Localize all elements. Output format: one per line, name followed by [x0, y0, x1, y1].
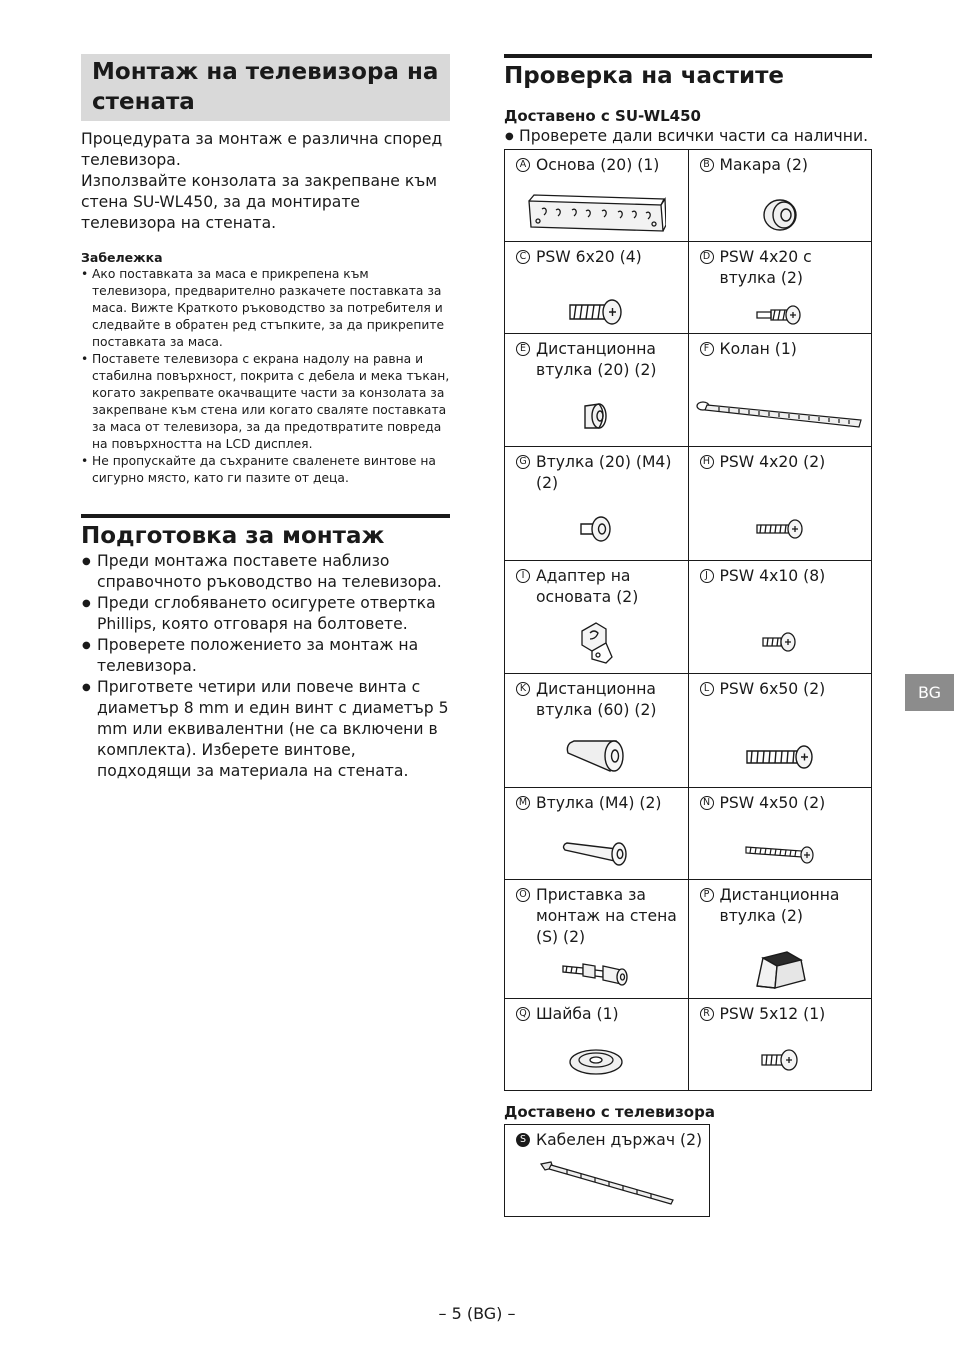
note-item: • Поставете телевизора с екрана надолу на равна и стабилна повърхност, покрита с дебела и мека тъкан, когато закрепвате окачващите части за конзолата за закрепване към стена или когато сваляте поставката за маса от телевизора, за да предотвратите повреда на повърхността на LCD дисплея. — [81, 351, 450, 453]
part-label: Кабелен държач (2) — [536, 1131, 703, 1149]
part-label: Приставка за монтаж на стена (S) (2) — [536, 886, 677, 946]
part-cell — [688, 334, 872, 447]
left-column — [81, 54, 450, 782]
part-cell — [688, 150, 872, 242]
block-spacer-icon — [689, 946, 872, 990]
part-mark: N — [700, 796, 714, 810]
supplied-title: Доставено с SU-WL450 — [504, 107, 701, 125]
part-cell — [688, 242, 872, 334]
prep-section — [81, 514, 450, 782]
note-item: • Не пропускайте да съхраните сваленете винтове на сигурно място, като ги пазите от деца. — [81, 453, 450, 487]
part-cell — [505, 447, 689, 561]
part-label: PSW 6x20 (4) — [536, 248, 642, 266]
part-cell — [688, 999, 872, 1091]
screw-icon — [689, 1048, 872, 1072]
part-cell — [688, 880, 872, 999]
part-mark: R — [700, 1007, 714, 1021]
pulley-icon — [689, 195, 872, 235]
intro-text — [81, 129, 450, 234]
part-label: PSW 6x50 (2) — [719, 680, 826, 698]
prep-list — [81, 551, 450, 782]
intro-paragraph: Процедурата за монтаж е различна според телевизора. — [81, 130, 443, 169]
intro-paragraph: Използвайте конзолата за закрепване към стена SU-WL450, за да монтирате телевизора на стената. — [81, 172, 438, 232]
part-cell — [505, 561, 689, 674]
screw-icon — [505, 297, 688, 327]
part-mark: J — [700, 569, 714, 583]
check-instruction: ● Проверете дали всички части са налични. — [504, 126, 872, 147]
part-label: Дистанционна втулка (2) — [719, 886, 840, 925]
part-cell — [688, 561, 872, 674]
prep-item: ● Преди сглобяването осигурете отвертка Phillips, която отговаря на болтовете. — [81, 593, 450, 635]
note-item: • Ако поставката за маса е прикрепена към телевизора, предварително разкачете поставката за маса. Вижте Краткото ръководство за потребителя и следвайте в обратен ред стъпките, за да прикрепите поставката за маса. — [81, 266, 450, 351]
part-cell — [688, 788, 872, 880]
part-cell — [505, 674, 689, 788]
part-mark: P — [700, 888, 714, 902]
part-label: Дистанционна втулка (20) (2) — [536, 340, 657, 379]
part-label: Основа (20) (1) — [536, 156, 660, 174]
part-label: PSW 4x20 (2) — [719, 453, 826, 471]
prep-item: ● Преди монтажа поставете наблизо справочното ръководство на телевизора. — [81, 551, 450, 593]
part-label: PSW 4x10 (8) — [719, 567, 826, 585]
tv-supplied-title: Доставено с телевизора — [504, 1103, 715, 1121]
part-cell — [505, 242, 689, 334]
part-label: Шайба (1) — [536, 1005, 619, 1023]
note-list — [81, 266, 450, 487]
parts-table — [504, 149, 872, 1091]
prep-section-title: Подготовка за монтаж — [81, 514, 450, 551]
part-cell — [688, 447, 872, 561]
right-column — [504, 54, 872, 1217]
screw-icon — [689, 631, 872, 653]
part-label: Макара (2) — [719, 156, 808, 174]
wall-mount-attachment-icon — [505, 958, 688, 988]
screw-icon — [689, 841, 872, 865]
note-title: Забележка — [81, 250, 163, 265]
part-mark: O — [516, 888, 530, 902]
long-spacer-icon — [505, 735, 688, 775]
cable-holder-icon — [505, 1160, 709, 1206]
part-mark: C — [516, 250, 530, 264]
part-mark: Q — [516, 1007, 530, 1021]
screw-icon — [689, 518, 872, 540]
part-mark: E — [516, 342, 530, 356]
part-label: Втулка (M4) (2) — [536, 794, 662, 812]
page-number: – 5 (BG) – — [438, 1304, 516, 1323]
tv-parts-table — [504, 1124, 710, 1217]
part-cell — [505, 1125, 710, 1217]
prep-item: ● Пригответе четири или повече винта с диаметър 8 mm и един винт с диаметър 5 mm или еквивалентни (не са включени в комплекта). Изберете винтове, подходящи за материала на стената. — [81, 677, 450, 782]
belt-icon — [689, 400, 872, 430]
part-label: PSW 5x12 (1) — [719, 1005, 826, 1023]
part-label: Втулка (20) (M4) (2) — [536, 453, 672, 492]
language-tab: BG — [905, 674, 954, 711]
part-cell — [505, 999, 689, 1091]
part-mark: I — [516, 569, 530, 583]
prep-item: ● Проверете положението за монтаж на телевизора. — [81, 635, 450, 677]
part-cell — [505, 334, 689, 447]
washer-icon — [505, 1046, 688, 1078]
part-mark: H — [700, 455, 714, 469]
part-mark: K — [516, 682, 530, 696]
part-cell — [505, 880, 689, 999]
part-mark: A — [516, 158, 530, 172]
part-label: PSW 4x20 с втулка (2) — [719, 248, 812, 287]
part-cell — [688, 674, 872, 788]
part-mark: D — [700, 250, 714, 264]
base-bracket-icon — [505, 191, 688, 235]
parts-section-title: Проверка на частите — [504, 54, 872, 91]
mount-section-title: Монтаж на телевизора на стената — [81, 54, 450, 121]
screw-with-sleeve-icon — [689, 303, 872, 327]
long-sleeve-icon — [505, 837, 688, 867]
part-label: Адаптер на основата (2) — [536, 567, 639, 606]
part-mark: S — [516, 1133, 530, 1147]
part-mark: L — [700, 682, 714, 696]
spacer-icon — [505, 400, 688, 432]
part-label: PSW 4x50 (2) — [719, 794, 826, 812]
part-label: Дистанционна втулка (60) (2) — [536, 680, 657, 719]
part-cell — [505, 788, 689, 880]
screw-icon — [689, 743, 872, 771]
part-cell — [505, 150, 689, 242]
part-mark: M — [516, 796, 530, 810]
base-adapter-icon — [505, 619, 688, 665]
part-mark: G — [516, 455, 530, 469]
part-mark: F — [700, 342, 714, 356]
part-mark: B — [700, 158, 714, 172]
part-label: Колан (1) — [719, 340, 797, 358]
sleeve-icon — [505, 514, 688, 544]
